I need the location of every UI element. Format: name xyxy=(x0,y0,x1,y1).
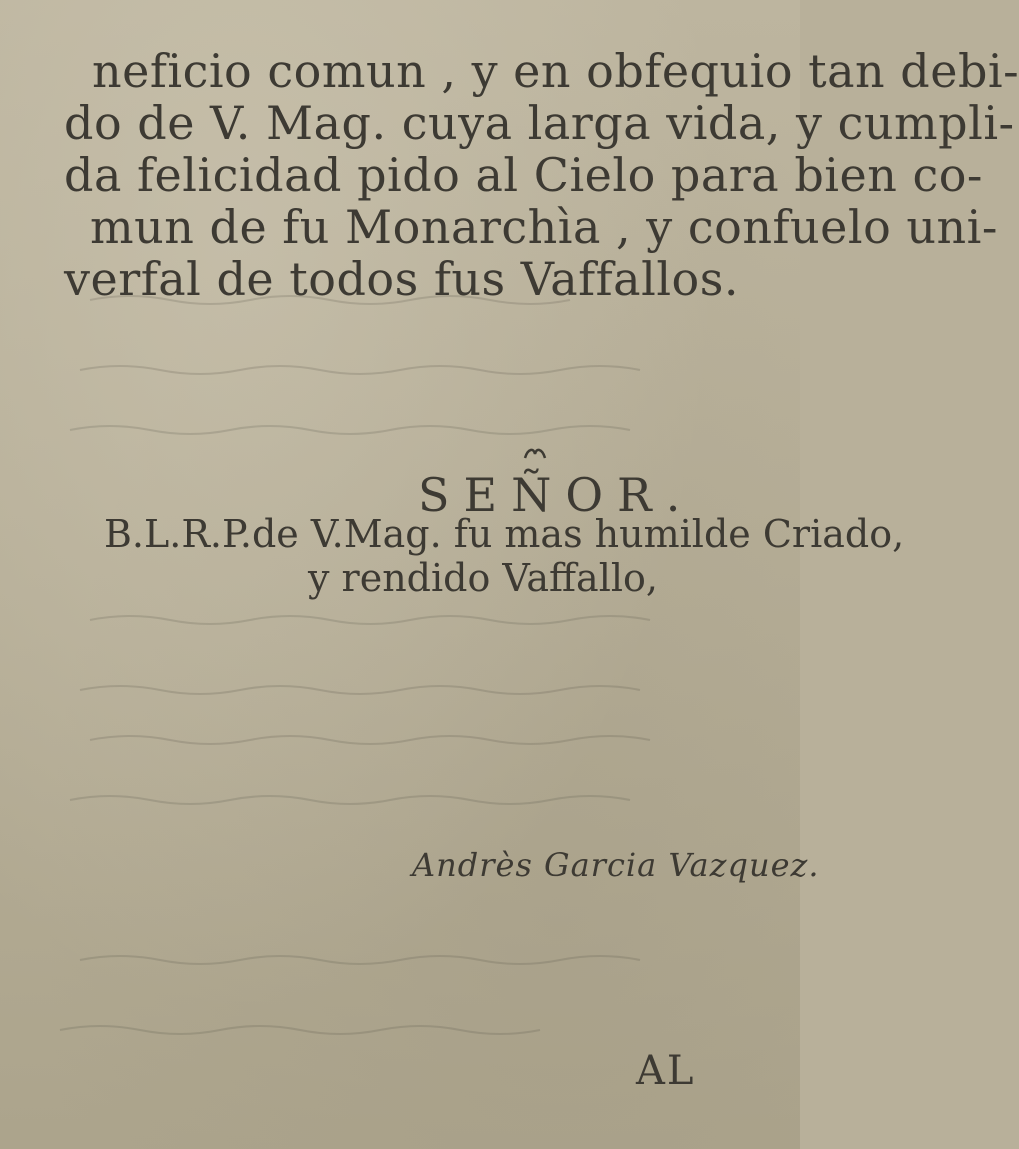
closing-line-2: y rendido Vaffallo, xyxy=(308,556,658,600)
ornament-icon xyxy=(522,444,548,462)
text-line-2: do de V. Mag. cuya larga vida, y cumpli- xyxy=(64,96,1015,150)
text-line-5: verfal de todos fus Vaffallos. xyxy=(64,252,739,306)
closing-line-1: B.L.R.P.de V.Mag. fu mas humilde Criado, xyxy=(104,512,905,556)
text-line-3: da felicidad pido al Cielo para bien co- xyxy=(64,148,983,202)
catchword: AL xyxy=(636,1048,696,1094)
salutation-heading: SEÑOR. xyxy=(418,468,695,522)
text-line-1: neficio comun , y en obfequio tan debi- xyxy=(92,44,1019,98)
signature: Andrès Garcia Vazquez. xyxy=(412,846,820,884)
text-line-4: mun de fu Monarchìa , y confuelo uni- xyxy=(90,200,998,254)
